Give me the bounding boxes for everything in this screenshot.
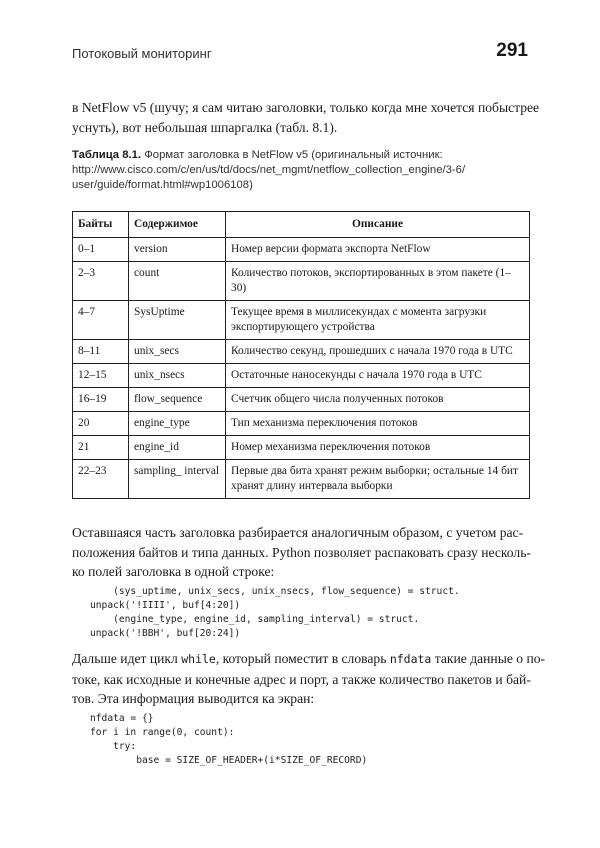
text-line: Оставшаяся часть заголовка разбирается аналогичным образом, с учетом рас- — [72, 525, 524, 540]
body-paragraph — [72, 649, 546, 709]
table-row — [73, 238, 530, 262]
table-cell: engine_type — [129, 412, 226, 436]
table-cell: 0–1 — [73, 238, 129, 262]
table-cell: Тип механизма переключения потоков — [226, 412, 530, 436]
table-row — [73, 436, 530, 460]
table-row — [73, 301, 530, 340]
column-header: Описание — [226, 212, 530, 238]
text-line: токе, как исходные и конечные адрес и порт, а также количество пакетов и бай- — [72, 671, 531, 687]
table-cell: 21 — [73, 436, 129, 460]
text-line: положения байтов и типа данных. Python позволяет распаковать сразу несколь- — [72, 544, 531, 560]
table-cell: 4–7 — [73, 301, 129, 340]
table-cell: 8–11 — [73, 340, 129, 364]
table-row — [73, 460, 530, 499]
table-caption-url: http://www.cisco.com/c/en/us/td/docs/net_mgmt/netflow_collection_engine/3-6/ — [72, 164, 466, 176]
body-paragraph — [72, 523, 530, 582]
inline-code: nfdata — [389, 652, 432, 666]
table-cell: Счетчик общего числа полученных потоков — [226, 388, 530, 412]
table-cell: Текущее время в миллисекундах с момента загрузки экспортирующего устройства — [226, 301, 530, 340]
table-cell: 22–23 — [73, 460, 129, 499]
column-header: Содержимое — [129, 212, 226, 238]
table-caption-label: Таблица 8.1. — [72, 149, 142, 161]
table-row — [73, 364, 530, 388]
table-caption-text: Формат заголовка в NetFlow v5 (оригинальный источник: — [141, 149, 443, 161]
table-cell: unix_secs — [129, 340, 226, 364]
table-cell: 16–19 — [73, 388, 129, 412]
table-cell: Количество потоков, экспортированных в этом пакете (1–30) — [226, 262, 530, 301]
table-cell: 12–15 — [73, 364, 129, 388]
table-cell: SysUptime — [129, 301, 226, 340]
table-row — [73, 340, 530, 364]
table-cell: Номер версии формата экспорта NetFlow — [226, 238, 530, 262]
inline-code: while — [181, 652, 216, 666]
running-title: Потоковый мониторинг — [72, 46, 212, 61]
table-cell: 2–3 — [73, 262, 129, 301]
code-block-struct-unpack: (sys_uptime, unix_secs, unix_nsecs, flow_sequence) = struct. unpack('!IIII', buf[4:20]) (engine_type, engine_id, sampling_interval) = struct. unpack('!BBH', buf[20:24]) — [90, 586, 460, 639]
text-line: ко полей заголовка в одной строке: — [72, 564, 275, 579]
table-cell: flow_sequence — [129, 388, 226, 412]
intro-paragraph — [72, 98, 540, 137]
table-cell: Номер механизма переключения потоков — [226, 436, 530, 460]
table-row — [73, 412, 530, 436]
table-caption-url: user/guide/format.html#wp1006108) — [72, 179, 253, 191]
table-cell: engine_id — [129, 436, 226, 460]
table-cell: Первые два бита хранят режим выборки; остальные 14 бит хранят длину интервала выборки — [226, 460, 530, 499]
text-line: тов. Эта информация выводится ка экран: — [72, 691, 315, 706]
table-cell: sampling_ interval — [129, 460, 226, 499]
table-cell: count — [129, 262, 226, 301]
column-header: Байты — [73, 212, 129, 238]
text-line: уснуть), вот небольшая шпаргалка (табл. 8.1). — [72, 119, 338, 135]
page-number: 291 — [496, 40, 528, 61]
table-row — [73, 388, 530, 412]
table-cell: 20 — [73, 412, 129, 436]
code-block-loop: nfdata = {} for i in range(0, count): try: base = SIZE_OF_HEADER+(i*SIZE_OF_RECORD) — [90, 713, 368, 766]
table-caption — [72, 148, 532, 193]
table-row — [73, 262, 530, 301]
table-cell: Количество секунд, прошедших с начала 1970 года в UTC — [226, 340, 530, 364]
netflow-header-table — [72, 211, 530, 499]
table-cell: Остаточные наносекунды с начала 1970 года в UTC — [226, 364, 530, 388]
text-line: Дальше идет цикл while, который поместит в словарь nfdata такие данные о по- — [72, 651, 546, 666]
table-cell: version — [129, 238, 226, 262]
table-header-row — [73, 212, 530, 238]
table-cell: unix_nsecs — [129, 364, 226, 388]
text-line: в NetFlow v5 (шучу; я сам читаю заголовки, только когда мне хочется побыстрее — [72, 100, 540, 115]
